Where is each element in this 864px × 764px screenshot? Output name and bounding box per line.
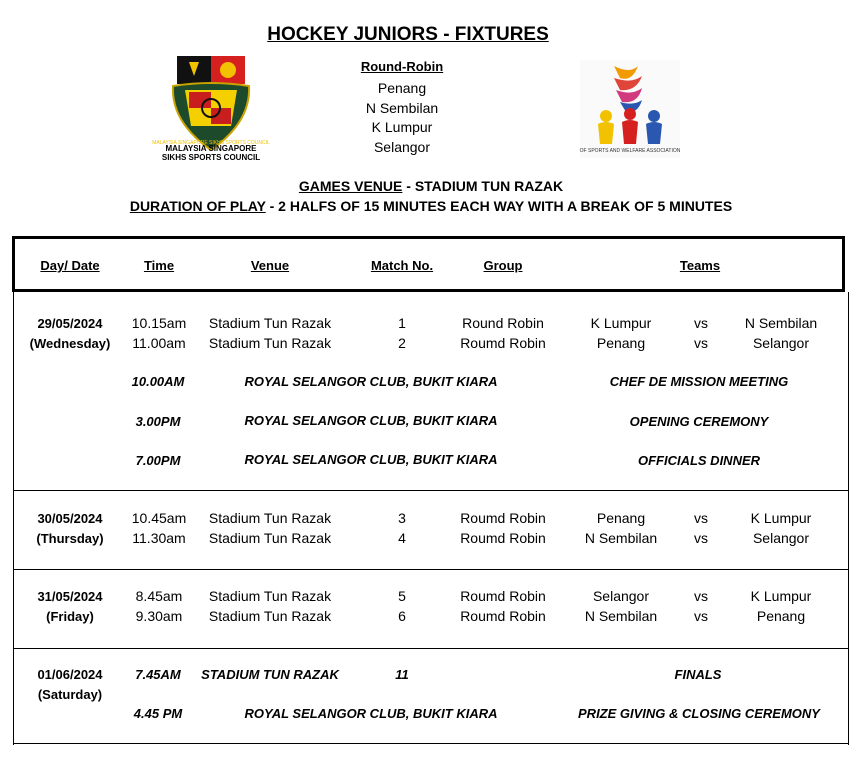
duration-label: DURATION OF PLAY [129, 198, 266, 214]
day-date: 01/06/2024 (Saturday) [37, 667, 103, 702]
team-b: K Lumpur Penang [750, 588, 812, 624]
row-divider [13, 743, 849, 744]
team-item: Penang [377, 80, 427, 96]
match-number: 1 2 [398, 315, 406, 351]
round-robin-team-list [330, 79, 474, 157]
event-description: CHEF DE MISSION MEETING [609, 374, 789, 389]
games-venue-line: GAMES VENUE - STADIUM TUN RAZAK [298, 178, 564, 194]
event-venue: ROYAL SELANGOR CLUB, BUKIT KIARA [244, 374, 498, 389]
final-venue: STADIUM TUN RAZAK [201, 667, 339, 682]
final-time: 7.45AM [135, 667, 181, 682]
association-logo [580, 60, 680, 158]
games-venue-label: GAMES VENUE [298, 178, 403, 194]
event-description: OFFICIALS DINNER [637, 453, 761, 468]
header-group: Group [483, 258, 523, 273]
row-divider [13, 648, 849, 649]
match-group: Roumd Robin Roumd Robin [460, 588, 546, 624]
table-border-left [13, 292, 14, 745]
team-item: Selangor [373, 138, 431, 155]
day-date: 30/05/2024 (Thursday) [36, 511, 104, 546]
svg-text:MALAYSIA SINGAPORE SIKHS SPORT: MALAYSIA SINGAPORE SIKHS SPORTS COUNCIL [152, 140, 270, 146]
match-group: Round Robin Roumd Robin [460, 315, 546, 351]
header-date: Day/ Date [40, 258, 100, 273]
vs-label: vs vs [694, 510, 708, 546]
event-description: OPENING CEREMONY [629, 414, 769, 429]
match-time: 10.15am 11.00am [131, 315, 187, 351]
header-venue: Venue [250, 258, 290, 273]
event-time: 7.00PM [135, 453, 181, 468]
council-logo [152, 52, 270, 164]
finals-label: FINALS [674, 667, 722, 682]
row-divider [13, 569, 849, 570]
event-venue: ROYAL SELANGOR CLUB, BUKIT KIARA [244, 706, 498, 721]
logo-caption-line2: SIKHS SPORTS COUNCIL [161, 153, 261, 162]
event-venue: ROYAL SELANGOR CLUB, BUKIT KIARA [244, 452, 498, 467]
round-robin-heading: Round-Robin [360, 59, 444, 74]
games-venue-value: STADIUM TUN RAZAK [414, 178, 564, 194]
table-border-right [848, 292, 849, 745]
event-venue: ROYAL SELANGOR CLUB, BUKIT KIARA [244, 413, 498, 428]
svg-text:OF SPORTS AND WELFARE ASSOCIAT: OF SPORTS AND WELFARE ASSOCIATION [579, 148, 681, 154]
team-item: K Lumpur [371, 119, 433, 135]
event-time: 10.00AM [131, 374, 185, 389]
day-date: 29/05/2024 (Wednesday) [29, 316, 111, 351]
header-match-no: Match No. [370, 258, 434, 273]
match-venue: Stadium Tun Razak Stadium Tun Razak [208, 315, 332, 351]
team-a: K Lumpur Penang [590, 315, 652, 351]
team-b: N Sembilan Selangor [744, 315, 818, 351]
event-description: PRIZE GIVING & CLOSING CEREMONY [578, 706, 820, 721]
team-b: K Lumpur Selangor [750, 510, 812, 546]
match-number: 5 6 [398, 588, 406, 624]
event-time: 3.00PM [135, 414, 181, 429]
duration-line: DURATION OF PLAY - 2 HALFS OF 15 MINUTES EACH WAY WITH A BREAK OF 5 MINUTES [129, 198, 733, 214]
logo-caption-line1: MALAYSIA SINGAPORE [165, 144, 257, 153]
team-item: N Sembilan [365, 99, 439, 116]
page-title: HOCKEY JUNIORS - FIXTURES [267, 24, 549, 45]
team-a: Selangor N Sembilan [584, 588, 658, 624]
match-venue: Stadium Tun Razak Stadium Tun Razak [208, 588, 332, 624]
torch-figures-icon [580, 60, 680, 158]
final-match-number: 11 [395, 667, 409, 682]
match-number: 3 4 [398, 510, 406, 546]
event-time: 4.45 PM [133, 706, 183, 721]
match-group: Roumd Robin Roumd Robin [460, 510, 546, 546]
day-date: 31/05/2024 (Friday) [37, 589, 103, 624]
vs-label: vs vs [694, 588, 708, 624]
row-divider [13, 490, 849, 491]
team-a: Penang N Sembilan [584, 510, 658, 546]
header-time: Time [143, 258, 175, 273]
vs-label: vs vs [694, 315, 708, 351]
header-teams: Teams [679, 258, 721, 273]
match-time: 8.45am 9.30am [135, 588, 183, 624]
duration-value: 2 HALFS OF 15 MINUTES EACH WAY WITH A BREAK OF 5 MINUTES [278, 198, 733, 214]
match-venue: Stadium Tun Razak Stadium Tun Razak [208, 510, 332, 546]
match-time: 10.45am 11.30am [131, 510, 187, 546]
